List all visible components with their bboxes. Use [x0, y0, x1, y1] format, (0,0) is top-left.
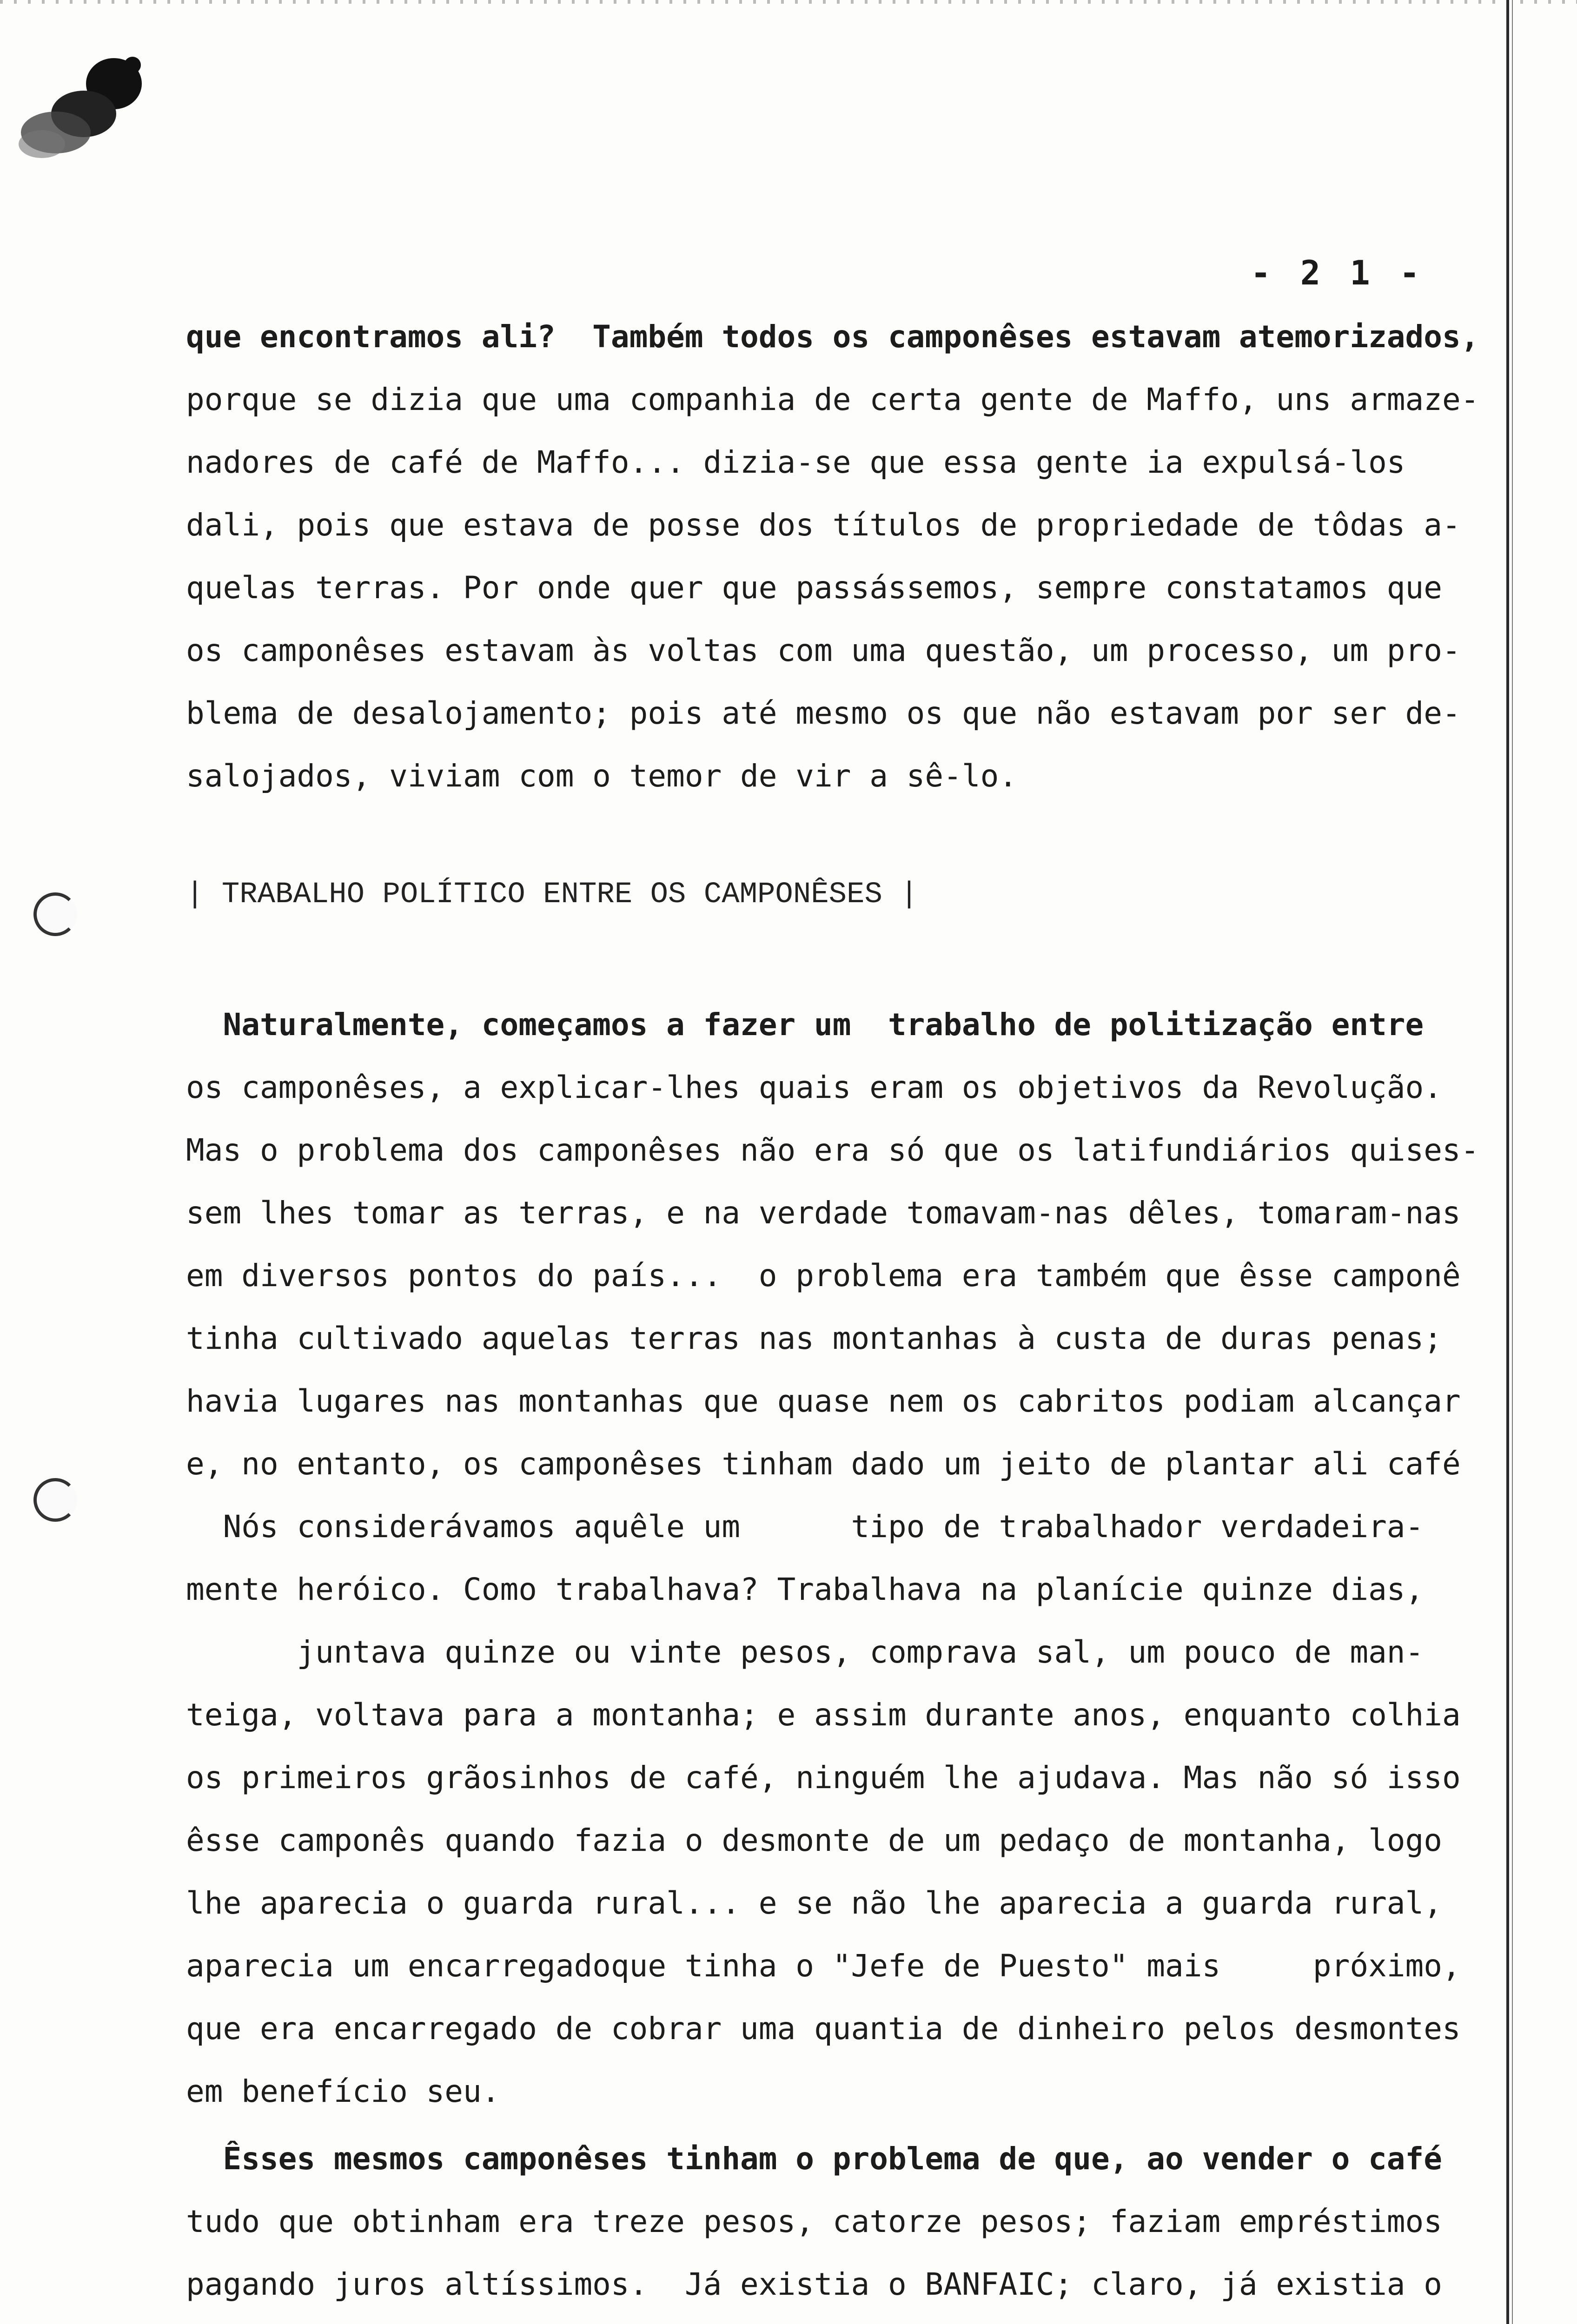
text-line: que encontramos ali? Também todos os camponêses estavam atemorizados, — [186, 319, 1479, 355]
text-line: salojados, viviam com o temor de vir a sê-lo. — [186, 758, 1018, 794]
text-line: sem lhes tomar as terras, e na verdade tomavam-nas dêles, tomaram-nas — [186, 1195, 1461, 1231]
text-line: os camponêses, a explicar-lhes quais eram os objetivos da Revolução. — [186, 1070, 1443, 1105]
text-line: quelas terras. Por onde quer que passássemos, sempre constatamos que — [186, 570, 1443, 606]
punch-hole-lower — [33, 1478, 77, 1522]
text-line: blema de desalojamento; pois até mesmo os que não estavam por ser de- — [186, 695, 1461, 731]
text-line: pagando juros altíssimos. Já existia o BANFAIC; claro, já existia o — [186, 2266, 1443, 2302]
text-line: tudo que obtinham era treze pesos, catorze pesos; faziam empréstimos — [186, 2204, 1443, 2239]
text-line: que era encarregado de cobrar uma quantia de dinheiro pelos desmontes — [186, 2011, 1461, 2047]
text-line: dali, pois que estava de posse dos títulos de propriedade de tôdas a- — [186, 507, 1461, 543]
right-margin-rule-thin — [1512, 0, 1513, 2324]
text-line: Mas o problema dos camponêses não era só que os latifundiários quises- — [186, 1132, 1479, 1168]
ink-blot-mark — [14, 51, 149, 172]
text-line: e, no entanto, os camponêses tinham dado um jeito de plantar ali café — [186, 1446, 1461, 1482]
text-line: juntava quinze ou vinte pesos, comprava sal, um pouco de man- — [186, 1634, 1424, 1670]
text-line: porque se dizia que uma companhia de certa gente de Maffo, uns armaze- — [186, 382, 1479, 417]
text-line: êsse camponês quando fazia o desmonte de um pedaço de montanha, logo — [186, 1822, 1443, 1858]
text-line: teiga, voltava para a montanha; e assim durante anos, enquanto colhia — [186, 1697, 1461, 1733]
text-line: Nós considerávamos aquêle um tipo de trabalhador verdadeira- — [186, 1509, 1424, 1545]
text-line: tinha cultivado aquelas terras nas montanhas à custa de duras penas; — [186, 1320, 1443, 1356]
section-heading: | TRABALHO POLÍTICO ENTRE OS CAMPONÊSES | — [186, 878, 918, 911]
text-line: havia lugares nas montanhas que quase nem os cabritos podiam alcançar — [186, 1383, 1461, 1419]
text-line: em diversos pontos do país... o problema era também que êsse camponê — [186, 1258, 1461, 1294]
punch-hole-upper — [33, 892, 77, 936]
text-line: os primeiros grãosinhos de café, ninguém lhe ajudava. Mas não só isso — [186, 1760, 1461, 1796]
text-line: nadores de café de Maffo... dizia-se que essa gente ia expulsá-los — [186, 444, 1405, 480]
text-line: os camponêses estavam às voltas com uma questão, um processo, um pro- — [186, 633, 1461, 668]
page-number: - 2 1 - — [1251, 253, 1425, 292]
text-line: lhe aparecia o guarda rural... e se não lhe aparecia a guarda rural, — [186, 1885, 1443, 1921]
text-line: Êsses mesmos camponêses tinham o problema de que, ao vender o café — [186, 2141, 1443, 2177]
text-line: aparecia um encarregadoque tinha o "Jefe de Puesto" mais próximo, — [186, 1948, 1461, 1984]
text-line: em benefício seu. — [186, 2073, 500, 2109]
text-line: Naturalmente, começamos a fazer um trabalho de politização entre — [186, 1007, 1424, 1043]
scan-edge-noise — [0, 0, 1577, 4]
text-line: mente heróico. Como trabalhava? Trabalhava na planície quinze dias, — [186, 1571, 1424, 1607]
right-margin-rule — [1506, 0, 1509, 2324]
